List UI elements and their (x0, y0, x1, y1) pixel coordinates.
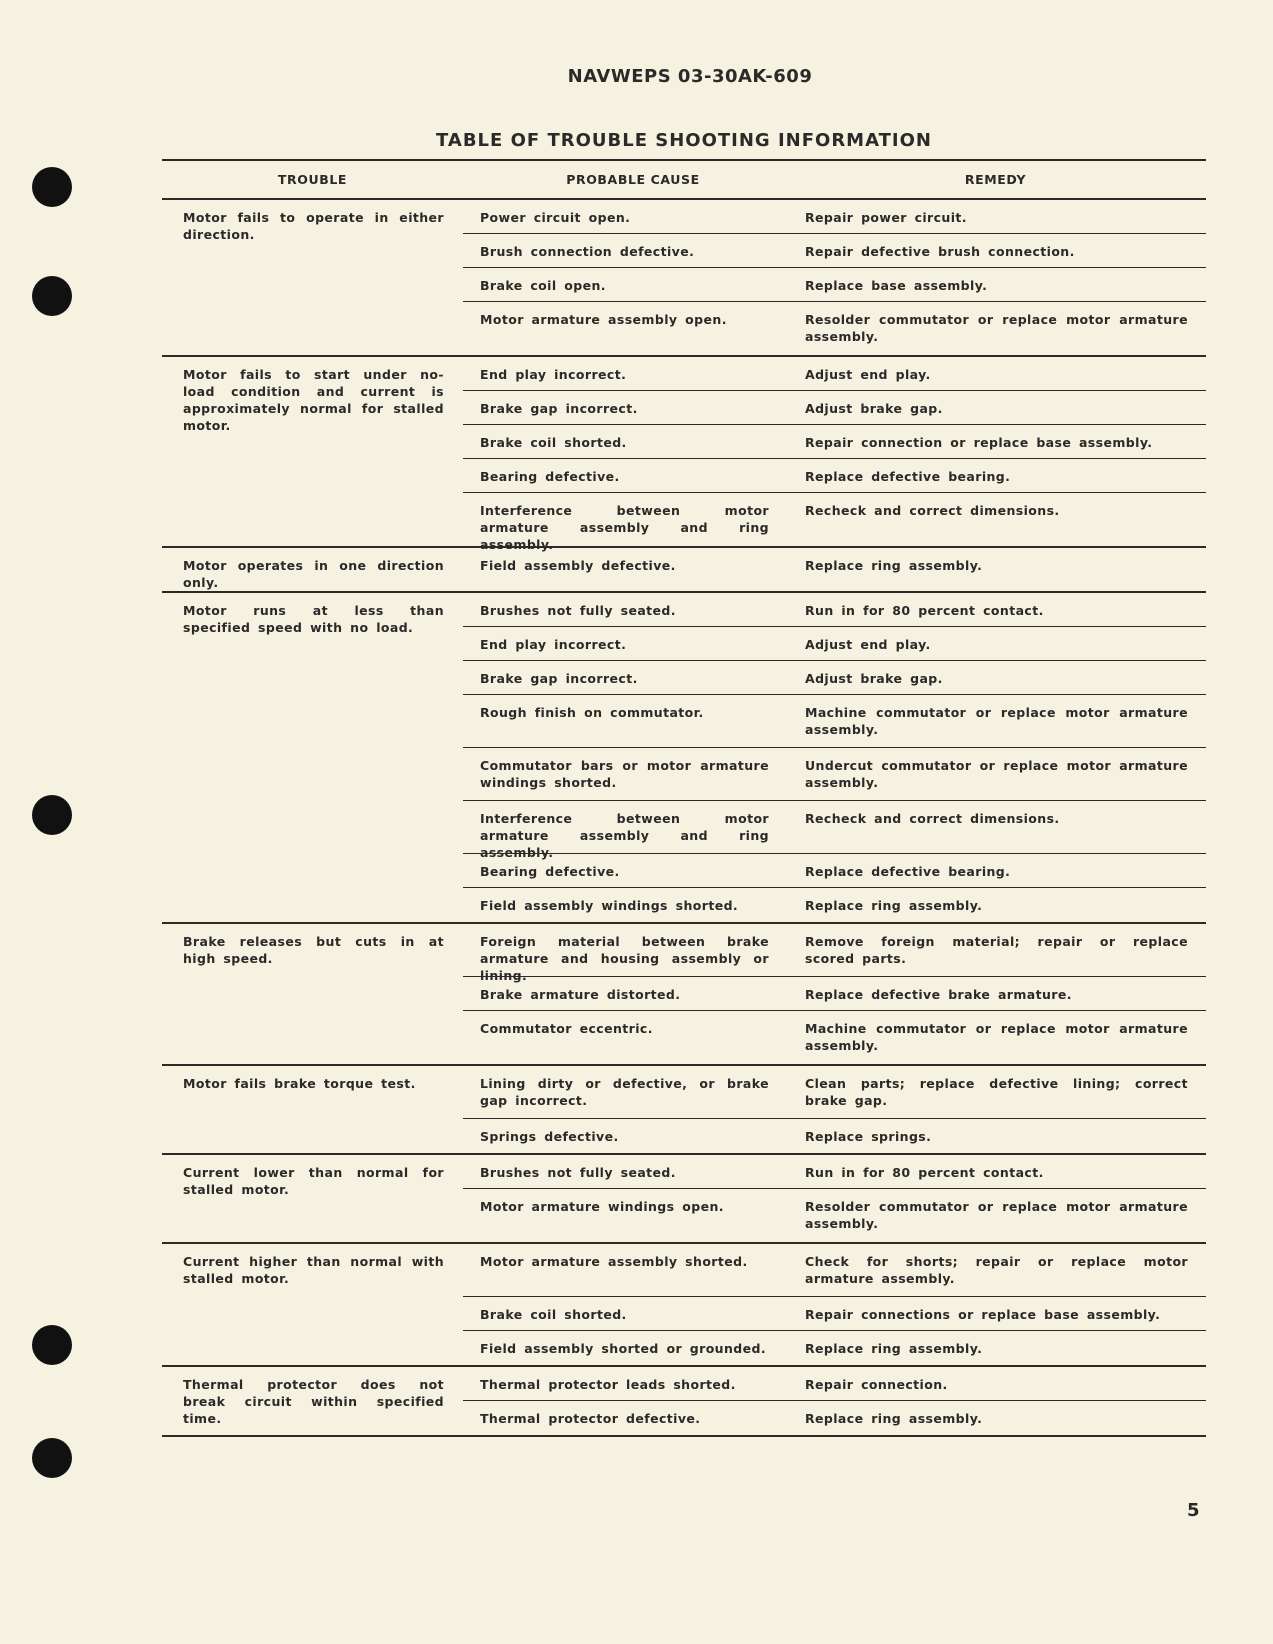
table-row (463, 695, 1206, 748)
remedy: Adjust end play. (805, 367, 931, 382)
remedy: Run in for 80 percent contact. (805, 603, 1044, 618)
remedy: Recheck and correct dimensions. (805, 811, 1060, 826)
table-row (463, 548, 1206, 582)
table-row (463, 425, 1206, 459)
probable-cause: Brake armature distorted. (480, 987, 681, 1002)
remedy: Replace base assembly. (805, 278, 988, 293)
binder-hole (32, 276, 72, 316)
remedy: Adjust brake gap. (805, 401, 943, 416)
probable-cause: Motor armature assembly shorted. (480, 1254, 748, 1269)
trouble-text: Thermal protector does not break circuit within specified time. (183, 1377, 444, 1426)
remedy: Replace ring assembly. (805, 898, 983, 913)
table-row (463, 1189, 1206, 1242)
remedy: Replace defective brake armature. (805, 987, 1072, 1002)
probable-cause: Field assembly windings shorted. (480, 898, 739, 913)
cause-remedy-list (463, 1244, 1206, 1365)
table-row (463, 200, 1206, 234)
cause-remedy-list (463, 200, 1206, 355)
trouble-text: Current higher than normal with stalled motor. (183, 1254, 444, 1286)
table-row (463, 459, 1206, 493)
troubleshooting-table (162, 159, 1206, 1437)
probable-cause: Brushes not fully seated. (480, 1165, 676, 1180)
remedy: Repair connections or replace base assembly. (805, 1307, 1161, 1322)
remedy: Repair defective brush connection. (805, 244, 1075, 259)
table-row (463, 1011, 1206, 1064)
remedy: Repair power circuit. (805, 210, 967, 225)
remedy: Run in for 80 percent contact. (805, 1165, 1044, 1180)
table-row (463, 977, 1206, 1011)
remedy: Machine commutator or replace motor armature assembly. (805, 705, 1188, 737)
remedy: Remove foreign material; repair or replace scored parts. (805, 934, 1188, 966)
probable-cause: Field assembly shorted or grounded. (480, 1341, 767, 1356)
cause-remedy-list (463, 593, 1206, 922)
table-row (463, 493, 1206, 552)
binder-hole (32, 167, 72, 207)
table-row (463, 1367, 1206, 1401)
table-row (463, 593, 1206, 627)
binder-hole (32, 1325, 72, 1365)
remedy: Recheck and correct dimensions. (805, 503, 1060, 518)
cause-remedy-list (463, 924, 1206, 1064)
trouble-text: Current lower than normal for stalled motor. (183, 1165, 444, 1197)
probable-cause: Brushes not fully seated. (480, 603, 676, 618)
remedy: Replace defective bearing. (805, 469, 1011, 484)
table-row (463, 1297, 1206, 1331)
table-row (463, 924, 1206, 983)
trouble-group (162, 200, 1206, 357)
remedy: Adjust brake gap. (805, 671, 943, 686)
probable-cause: Bearing defective. (480, 864, 620, 879)
remedy: Repair connection. (805, 1377, 948, 1392)
remedy: Clean parts; replace defective lining; correct brake gap. (805, 1076, 1188, 1108)
remedy: Check for shorts; repair or replace motor armature assembly. (805, 1254, 1188, 1286)
probable-cause: Interference between motor armature assembly and ring assembly. (480, 811, 769, 860)
probable-cause: Brake coil open. (480, 278, 606, 293)
table-row (463, 661, 1206, 695)
table-body (162, 200, 1206, 1437)
probable-cause: Foreign material between brake armature and housing assembly or lining. (480, 934, 769, 983)
table-row (463, 801, 1206, 860)
cause-remedy-list (463, 1155, 1206, 1242)
page-number: 5 (1187, 1500, 1200, 1521)
table-row (463, 1401, 1206, 1435)
probable-cause: Motor armature assembly open. (480, 312, 727, 327)
cause-remedy-list (463, 1367, 1206, 1435)
probable-cause: End play incorrect. (480, 637, 627, 652)
probable-cause: Brush connection defective. (480, 244, 695, 259)
cause-remedy-list (463, 357, 1206, 552)
remedy: Replace springs. (805, 1129, 932, 1144)
trouble-text: Motor fails brake torque test. (183, 1076, 416, 1091)
remedy: Replace ring assembly. (805, 1411, 983, 1426)
table-header (162, 161, 1206, 200)
cause-remedy-list (463, 1066, 1206, 1153)
page-title: TABLE OF TROUBLE SHOOTING INFORMATION (436, 130, 932, 151)
remedy: Replace defective bearing. (805, 864, 1011, 879)
probable-cause: Commutator bars or motor armature windings shorted. (480, 758, 769, 790)
table-row (463, 1119, 1206, 1153)
table-row (463, 888, 1206, 922)
trouble-group (162, 593, 1206, 924)
binder-hole (32, 1438, 72, 1478)
probable-cause: Thermal protector leads shorted. (480, 1377, 736, 1392)
trouble-group (162, 548, 1206, 593)
remedy: Repair connection or replace base assembly. (805, 435, 1153, 450)
cause-remedy-list (463, 548, 1206, 591)
trouble-text: Motor fails to start under no-load condition and current is approximately normal for stalled motor. (183, 367, 444, 433)
table-row (463, 1066, 1206, 1119)
column-header-cause: PROBABLE CAUSE (566, 172, 700, 187)
trouble-group (162, 924, 1206, 1066)
remedy: Replace ring assembly. (805, 558, 983, 573)
remedy: Adjust end play. (805, 637, 931, 652)
trouble-text: Motor operates in one direction only. (183, 558, 444, 590)
trouble-group (162, 1066, 1206, 1155)
probable-cause: Interference between motor armature assembly and ring assembly. (480, 503, 769, 552)
trouble-group (162, 1244, 1206, 1367)
probable-cause: Brake coil shorted. (480, 435, 627, 450)
probable-cause: End play incorrect. (480, 367, 627, 382)
probable-cause: Rough finish on commutator. (480, 705, 704, 720)
table-row (463, 391, 1206, 425)
table-row (463, 1155, 1206, 1189)
trouble-group (162, 1155, 1206, 1244)
table-row (463, 357, 1206, 391)
column-header-remedy: REMEDY (964, 172, 1027, 187)
remedy: Undercut commutator or replace motor armature assembly. (805, 758, 1188, 790)
trouble-text: Motor runs at less than specified speed with no load. (183, 603, 444, 635)
binder-hole (32, 795, 72, 835)
remedy: Replace ring assembly. (805, 1341, 983, 1356)
table-row (463, 268, 1206, 302)
trouble-group (162, 1367, 1206, 1437)
probable-cause: Power circuit open. (480, 210, 631, 225)
table-row (463, 302, 1206, 355)
probable-cause: Field assembly defective. (480, 558, 676, 573)
probable-cause: Brake gap incorrect. (480, 401, 638, 416)
trouble-text: Brake releases but cuts in at high speed. (183, 934, 444, 966)
remedy: Machine commutator or replace motor armature assembly. (805, 1021, 1188, 1053)
document-number: NAVWEPS 03-30AK-609 (567, 66, 813, 87)
remedy: Resolder commutator or replace motor armature assembly. (805, 1199, 1188, 1231)
column-header-trouble: TROUBLE (277, 172, 348, 187)
probable-cause: Bearing defective. (480, 469, 620, 484)
probable-cause: Springs defective. (480, 1129, 619, 1144)
probable-cause: Thermal protector defective. (480, 1411, 701, 1426)
probable-cause: Brake coil shorted. (480, 1307, 627, 1322)
probable-cause: Lining dirty or defective, or brake gap incorrect. (480, 1076, 769, 1108)
table-row (463, 627, 1206, 661)
table-row (463, 854, 1206, 888)
table-row (463, 748, 1206, 801)
remedy: Resolder commutator or replace motor armature assembly. (805, 312, 1188, 344)
probable-cause: Motor armature windings open. (480, 1199, 724, 1214)
table-row (463, 234, 1206, 268)
probable-cause: Brake gap incorrect. (480, 671, 638, 686)
table-row (463, 1331, 1206, 1365)
probable-cause: Commutator eccentric. (480, 1021, 653, 1036)
trouble-text: Motor fails to operate in either direction. (183, 210, 444, 242)
table-row (463, 1244, 1206, 1297)
trouble-group (162, 357, 1206, 552)
